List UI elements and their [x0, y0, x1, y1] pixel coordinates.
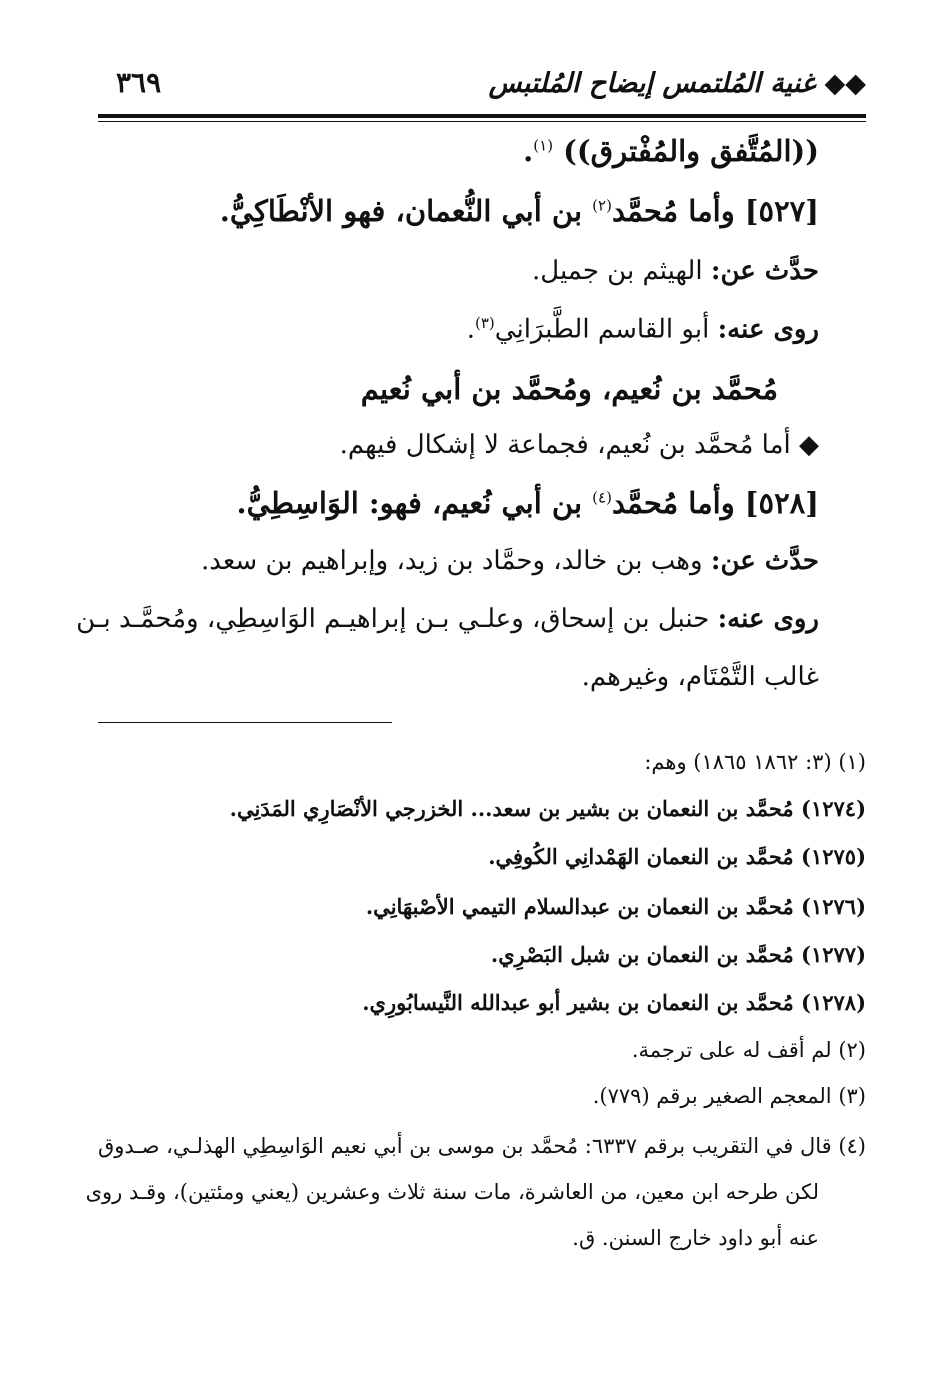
entry-527	[220, 194, 819, 229]
narrated-by-label: روى عنه:	[717, 604, 819, 634]
item-number: (١٢٧٧)	[801, 942, 866, 967]
footnote-2: (٢) لم أقف له على ترجمة.	[631, 1038, 866, 1062]
item-number: (١٢٧٨)	[801, 990, 866, 1015]
footnote-1-item-1278	[362, 990, 866, 1015]
footnote-rule	[98, 722, 392, 723]
item-text: مُحمَّد بن النعمان بن بشير بن سعد... الخزرجي الأنْصَارِي المَدَنِي.	[229, 796, 801, 821]
item-text: مُحمَّد بن النعمان الهَمْدانِي الكُوفِي.	[488, 844, 801, 869]
footnote-ref-2: (٢)	[592, 196, 612, 215]
item-text: مُحمَّد بن النعمان بن شبل البَصْرِي.	[490, 942, 801, 967]
narrated-from-text: وهب بن خالد، وحمَّاد بن زيد، وإبراهيم بن سعد.	[200, 546, 711, 576]
entry-527-head: [٥٢٧] وأما مُحمَّد	[611, 194, 819, 228]
footnote-1: (١) (٣: ١٨٦٢ ١٨٦٥) وهم:	[644, 750, 866, 774]
footnote-1-item-1275	[488, 844, 866, 869]
narrated-from-text: الهيثم بن جميل.	[531, 256, 711, 286]
footnote-1-item-1277	[491, 942, 866, 967]
footnote-ref-1: (١)	[533, 136, 554, 155]
item-text: مُحمَّد بن النعمان بن عبدالسلام التيمي الأصْبهَانِي.	[365, 894, 801, 919]
narrated-by-2	[76, 604, 819, 635]
narrated-by-text: أبو القاسم الطَّبرَانِي	[494, 314, 718, 345]
narrated-from-1	[532, 256, 819, 287]
entry-528	[237, 486, 819, 521]
narrated-from-label: حدَّث عن:	[710, 546, 819, 576]
footnote-ref-4: (٤)	[592, 488, 612, 507]
entry-528-rest: بن أبي نُعيم، فهو: الوَاسِطِيُّ.	[236, 486, 593, 520]
narrated-by-end: .	[466, 314, 475, 345]
heading-text: ((المُتَّفق والمُفْترق))	[563, 134, 819, 168]
narrated-by-1	[467, 314, 819, 346]
item-number: (١٢٧٦)	[801, 894, 866, 919]
header-rule	[98, 114, 866, 118]
heading-end: .	[523, 134, 534, 168]
footnote-1-item-1274	[230, 796, 866, 821]
section-subheading: مُحمَّد بن نُعيم، ومُحمَّد بن أبي نُعيم	[360, 372, 778, 406]
item-number: (١٢٧٥)	[801, 844, 866, 869]
narrated-by-2-cont: غالب التَّمْتَام، وغيرهم.	[581, 662, 819, 692]
footnote-4-line-1: (٤) قال في التقريب برقم ٦٣٣٧: مُحمَّد بن موسى بن أبي نعيم الوَاسِطِي الهذلـي، صـدوق	[97, 1134, 866, 1158]
footnote-4-line-2: لكن طرحه ابن معين، من العاشرة، مات سنة ثلاث وعشرين (يعني ومئتين)، وقـد روى	[85, 1180, 819, 1204]
narrated-by-label: روى عنه:	[717, 314, 819, 345]
footnote-1-item-1276	[366, 894, 866, 919]
page-number: ٣٦٩	[116, 66, 162, 99]
running-title: ◆◆ غنية المُلتمس إيضاح المُلتبس	[488, 68, 866, 99]
narrated-by-text: حنبل بن إسحاق، وعلـي بـن إبراهيـم الوَاسِطِي، ومُحمَّـد بـن	[76, 604, 718, 634]
bullet-text: أما مُحمَّد بن نُعيم، فجماعة لا إشكال فيهم.	[339, 430, 799, 460]
entry-527-rest: بن أبي النُّعمان، فهو الأنْطَاكِيُّ.	[219, 194, 593, 228]
diamond-icon: ◆	[799, 430, 819, 460]
footnote-4-line-3: عنه أبو داود خارج السنن. ق.	[572, 1226, 819, 1250]
narrated-from-2	[201, 546, 819, 577]
heading-line	[523, 134, 819, 169]
narrated-from-label: حدَّث عن:	[710, 256, 819, 286]
entry-528-head: [٥٢٨] وأما مُحمَّد	[611, 486, 819, 520]
bullet-line	[340, 430, 819, 461]
item-text: مُحمَّد بن النعمان بن بشير أبو عبدالله النَّيسابُورِي.	[362, 990, 801, 1015]
footnote-ref-3: (٣)	[475, 314, 495, 332]
header-rule-thin	[98, 121, 866, 122]
item-number: (١٢٧٤)	[801, 796, 866, 821]
page-header	[98, 62, 866, 110]
footnote-3: (٣) المعجم الصغير برقم (٧٧٩).	[592, 1084, 866, 1108]
